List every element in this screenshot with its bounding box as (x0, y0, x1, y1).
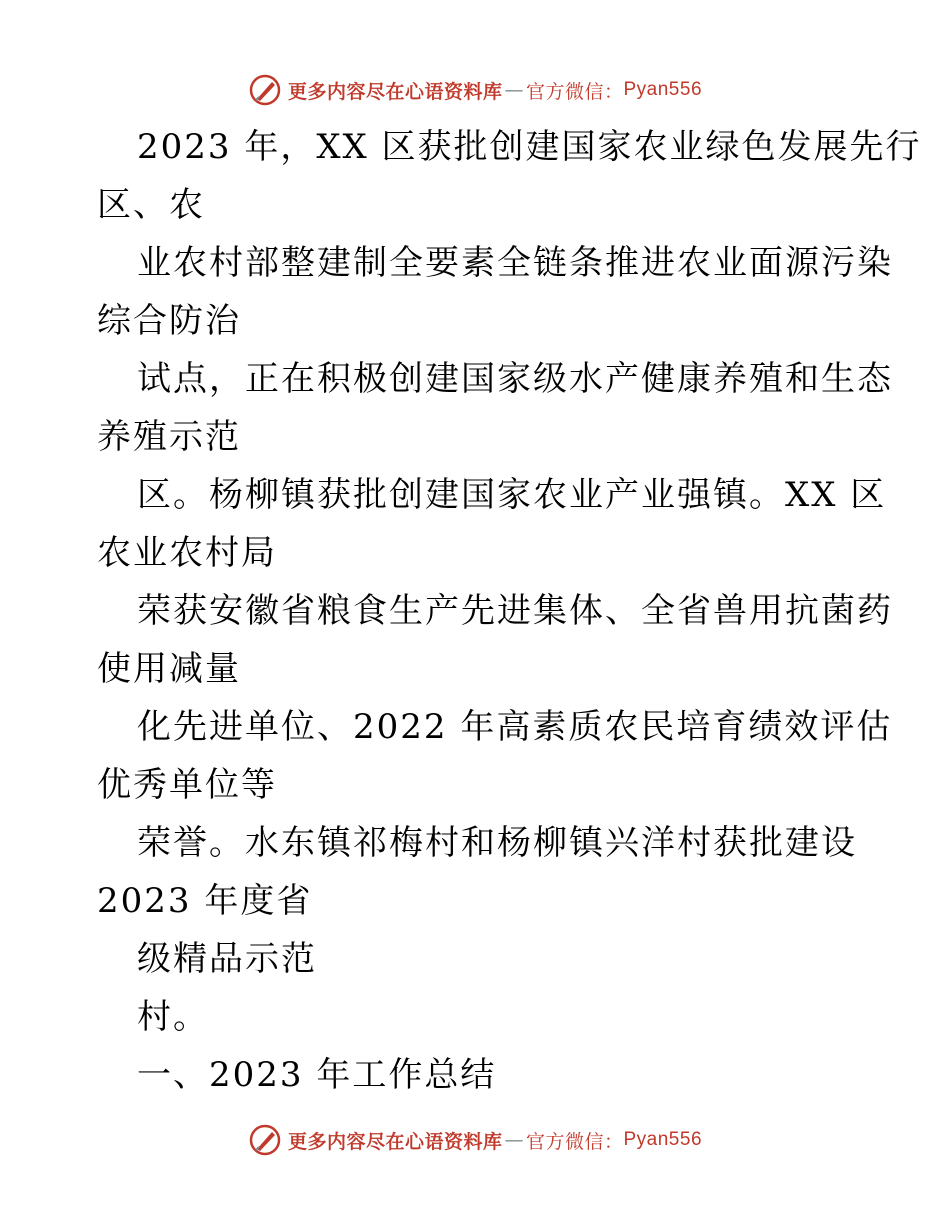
body-line: 2023 年度省 (97, 881, 313, 921)
footer-wechat-id: Pyan556 (623, 1129, 703, 1150)
header-dash: — (504, 79, 524, 101)
document-body (97, 118, 922, 1104)
body-line: 级精品示范 (137, 939, 317, 979)
header-official-label: 官方微信： (525, 80, 624, 103)
body-line: 区、农 (97, 185, 205, 225)
body-line: 业农村部整建制全要素全链条推进农业面源污染 (137, 243, 893, 283)
body-line: 使用减量 (97, 649, 241, 689)
header-banner (0, 70, 950, 110)
footer-banner (0, 1120, 950, 1160)
body-line: 村。 (137, 997, 209, 1037)
header-site-text: 更多内容尽在心语资料库 (287, 80, 503, 103)
body-line: 荣获安徽省粮食生产先进集体、全省兽用抗菌药 (137, 591, 893, 631)
body-line: 2023 年，XX 区获批创建国家农业绿色发展先行 (137, 127, 922, 167)
body-line: 区。杨柳镇获批创建国家农业产业强镇。XX 区 (137, 475, 887, 515)
section-heading: 一、2023 年工作总结 (137, 1055, 497, 1095)
footer-dash: — (504, 1129, 524, 1151)
body-line: 综合防治 (97, 301, 241, 341)
body-line: 化先进单位、2022 年高素质农民培育绩效评估 (137, 707, 893, 747)
body-line: 试点，正在积极创建国家级水产健康养殖和生态 (137, 359, 893, 399)
header-wechat-id: Pyan556 (623, 79, 703, 100)
feather-pen-logo-icon (248, 73, 282, 107)
footer-site-text: 更多内容尽在心语资料库 (287, 1130, 503, 1153)
body-line: 农业农村局 (97, 533, 277, 573)
body-line: 养殖示范 (97, 417, 241, 457)
feather-pen-logo-icon (248, 1123, 282, 1157)
body-line: 荣誉。水东镇祁梅村和杨柳镇兴洋村获批建设 (137, 823, 857, 863)
body-line: 优秀单位等 (97, 765, 277, 805)
footer-official-label: 官方微信： (525, 1130, 624, 1153)
